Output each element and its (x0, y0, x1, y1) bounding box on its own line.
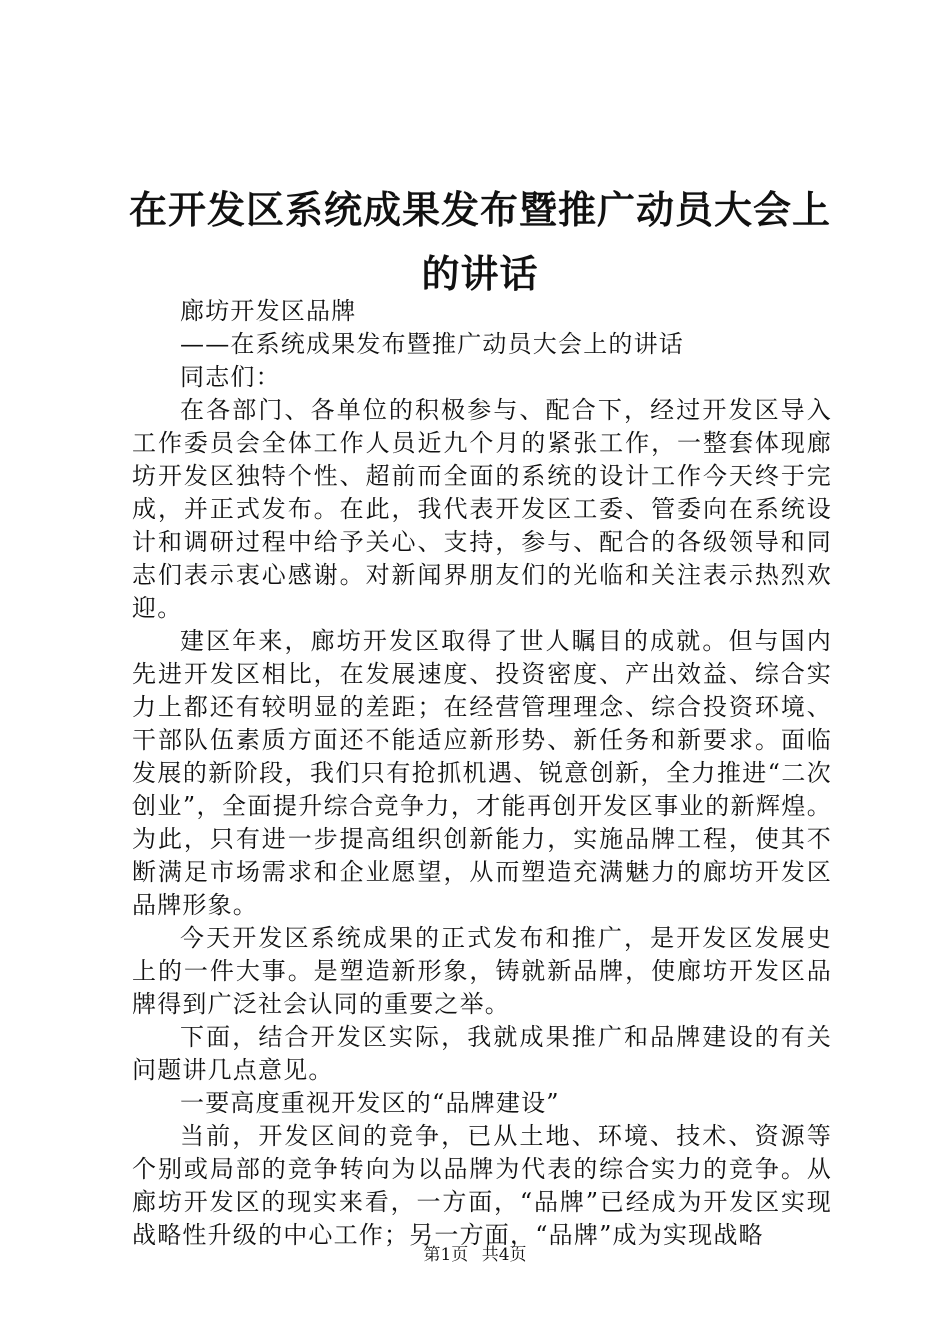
paragraph-subtitle: ——在系统成果发布暨推广动员大会上的讲话 (180, 330, 684, 358)
document-body (132, 295, 832, 1252)
paragraph: 当前，开发区间的竞争，已从土地、环境、技术、资源等个别或局部的竞争转向为以品牌为代表的综合实力的竞争。从廊坊开发区的现实来看，一方面，“品牌”已经成为开发区实现战略性升级的中心工作；另一方面，“品牌”成为实现战略 (132, 1122, 832, 1249)
page-total: 共4页 (481, 1245, 527, 1265)
paragraph-heading: 廊坊开发区品牌 (180, 297, 357, 325)
paragraph: 在各部门、各单位的积极参与、配合下，经过开发区导入工作委员会全体工作人员近九个月的紧张工作，一整套体现廊坊开发区独特个性、超前而全面的系统的设计工作今天终于完成，并正式发布。在此，我代表开发区工委、管委向在系统设计和调研过程中给予关心、支持，参与、配合的各级领导和同志们表示衷心感谢。对新闻界朋友们的光临和关注表示热烈欢迎。 (132, 396, 832, 622)
section-heading: 一要高度重视开发区的“品牌建设” (180, 1089, 560, 1117)
paragraph: 建区年来，廊坊开发区取得了世人瞩目的成就。但与国内先进开发区相比，在发展速度、投资密度、产出效益、综合实力上都还有较明显的差距；在经营管理理念、综合投资环境、干部队伍素质方面还不能适应新形势、新任务和新要求。面临发展的新阶段，我们只有抢抓机遇、锐意创新，全力推进“二次创业”，全面提升综合竞争力，才能再创开发区事业的新辉煌。为此，只有进一步提高组织创新能力，实施品牌工程，使其不断满足市场需求和企业愿望，从而塑造充满魅力的廊坊开发区品牌形象。 (132, 627, 832, 919)
paragraph: 今天开发区系统成果的正式发布和推广，是开发区发展史上的一件大事。是塑造新形象，铸就新品牌，使廊坊开发区品牌得到广泛社会认同的重要之举。 (132, 924, 832, 1018)
paragraph-salutation: 同志们： (180, 363, 281, 391)
document-title: 在开发区系统成果发布暨推广动员大会上的讲话 (128, 187, 831, 296)
page-number: 第1页 (423, 1245, 469, 1265)
paragraph: 下面，结合开发区实际，我就成果推广和品牌建设的有关问题讲几点意见。 (132, 1023, 832, 1084)
page-footer (0, 1243, 950, 1267)
